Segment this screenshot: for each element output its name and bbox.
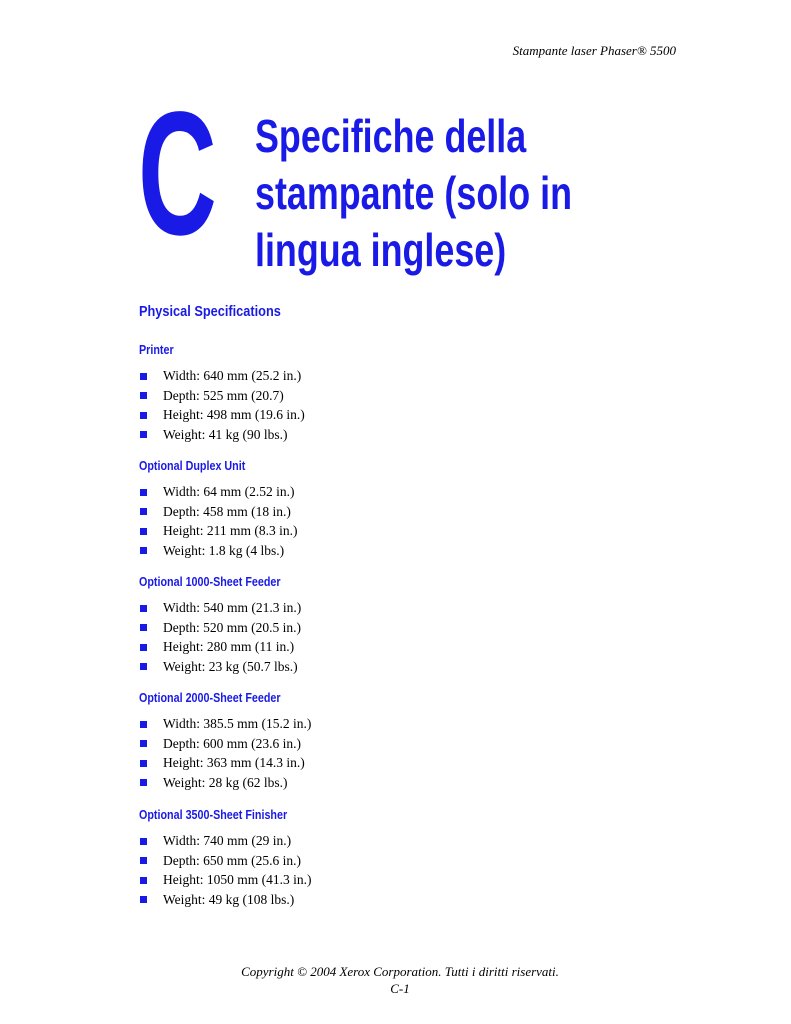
list-item-text: Weight: 23 kg (50.7 lbs.) (163, 658, 298, 674)
chapter-title-line: stampante (solo in (255, 167, 572, 219)
list-item-text: Weight: 49 kg (108 lbs.) (163, 891, 295, 907)
list-item-text: Width: 385.5 mm (15.2 in.) (163, 716, 312, 731)
square-bullet-icon (140, 489, 147, 496)
list-item-text: Width: 640 mm (25.2 in.) (163, 368, 302, 383)
square-bullet-icon (140, 373, 147, 380)
list-item-text: Width: 540 mm (21.3 in.) (163, 600, 302, 615)
list-item-text: Depth: 650 mm (25.6 in.) (163, 852, 301, 868)
square-bullet-icon (140, 857, 147, 864)
list-item (139, 831, 312, 851)
list-item (139, 598, 304, 618)
chapter-title (255, 108, 590, 279)
spec-group-3500-sheet-finisher (139, 807, 312, 909)
square-bullet-icon (140, 624, 147, 631)
list-item (139, 657, 304, 677)
list-item-text: Height: 1050 mm (41.3 in.) (163, 872, 312, 887)
square-bullet-icon (140, 877, 147, 884)
list-item-text: Depth: 458 mm (18 in.) (163, 503, 291, 519)
square-bullet-icon (140, 838, 147, 845)
square-bullet-icon (140, 528, 147, 535)
group-heading: Optional Duplex Unit (139, 459, 246, 473)
spec-group-printer (139, 342, 305, 444)
square-bullet-icon (140, 412, 147, 419)
chapter-title-line: lingua inglese) (255, 224, 507, 276)
list-item-text: Depth: 600 mm (23.6 in.) (163, 735, 301, 751)
list-item-text: Width: 740 mm (29 in.) (163, 833, 292, 848)
list-item (139, 734, 311, 754)
list-item-text: Height: 211 mm (8.3 in.) (163, 523, 298, 538)
running-header: Stampante laser Phaser® 5500 (512, 43, 676, 58)
square-bullet-icon (140, 740, 147, 747)
group-heading: Optional 3500-Sheet Finisher (139, 808, 288, 822)
page-number: C-1 (390, 981, 410, 996)
square-bullet-icon (140, 760, 147, 767)
spec-group-duplex-unit (139, 458, 298, 560)
square-bullet-icon (140, 644, 147, 651)
chapter-title-line: Specifiche della (255, 110, 527, 162)
spec-group-2000-sheet-feeder (139, 690, 311, 792)
list-item (139, 502, 298, 522)
list-item-text: Height: 363 mm (14.3 in.) (163, 755, 305, 770)
spec-list (139, 598, 304, 676)
section-heading: Physical Specifications (139, 304, 281, 320)
square-bullet-icon (140, 605, 147, 612)
square-bullet-icon (140, 779, 147, 786)
list-item (139, 425, 305, 445)
copyright-notice: Copyright © 2004 Xerox Corporation. Tutti i diritti riservati. (241, 964, 559, 979)
list-item (139, 773, 311, 793)
chapter-letter: C (138, 76, 216, 272)
spec-list (139, 831, 312, 909)
list-item (139, 482, 298, 502)
list-item-text: Depth: 525 mm (20.7) (163, 387, 284, 403)
square-bullet-icon (140, 721, 147, 728)
list-item-text: Depth: 520 mm (20.5 in.) (163, 619, 301, 635)
square-bullet-icon (140, 392, 147, 399)
square-bullet-icon (140, 896, 147, 903)
list-item (139, 521, 298, 541)
group-heading: Optional 1000-Sheet Feeder (139, 575, 281, 589)
list-item (139, 851, 312, 871)
spec-list (139, 482, 298, 560)
square-bullet-icon (140, 663, 147, 670)
list-item (139, 890, 312, 910)
list-item (139, 870, 312, 890)
square-bullet-icon (140, 508, 147, 515)
list-item (139, 386, 305, 406)
list-item (139, 366, 305, 386)
group-heading: Optional 2000-Sheet Feeder (139, 691, 281, 705)
list-item (139, 753, 311, 773)
square-bullet-icon (140, 547, 147, 554)
list-item-text: Weight: 1.8 kg (4 lbs.) (163, 542, 285, 558)
list-item (139, 405, 305, 425)
spec-list (139, 714, 311, 792)
group-heading: Printer (139, 343, 174, 357)
list-item (139, 541, 298, 561)
list-item-text: Height: 498 mm (19.6 in.) (163, 407, 305, 422)
spec-group-1000-sheet-feeder (139, 574, 304, 676)
spec-list (139, 366, 305, 444)
list-item-text: Width: 64 mm (2.52 in.) (163, 484, 295, 499)
list-item (139, 714, 311, 734)
list-item-text: Weight: 41 kg (90 lbs.) (163, 426, 288, 442)
page-footer (0, 963, 791, 997)
list-item (139, 618, 304, 638)
square-bullet-icon (140, 431, 147, 438)
list-item-text: Height: 280 mm (11 in.) (163, 639, 295, 654)
list-item (139, 637, 304, 657)
list-item-text: Weight: 28 kg (62 lbs.) (163, 774, 288, 790)
